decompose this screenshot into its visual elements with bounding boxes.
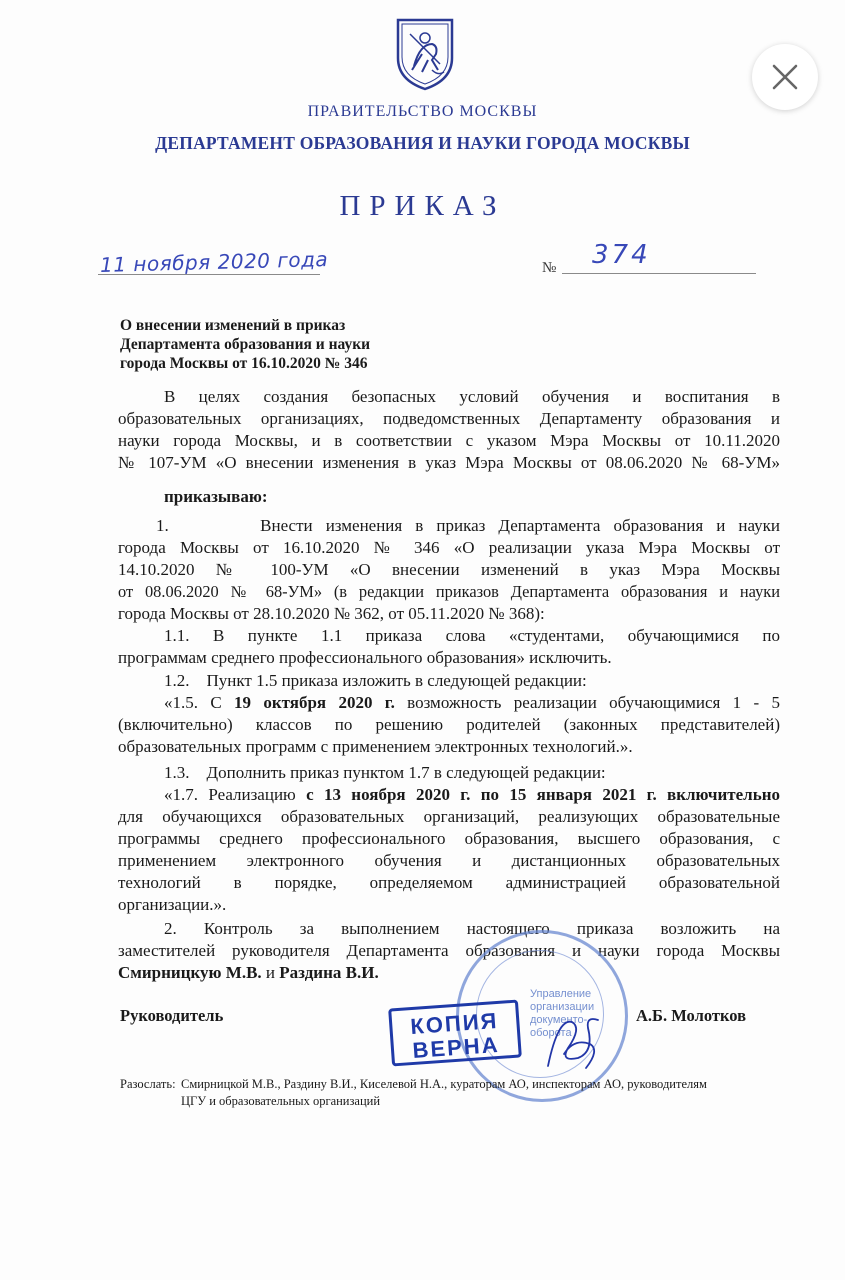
item-1 <box>118 515 780 625</box>
item-1-2: 1.2. Пункт 1.5 приказа изложить в следующей редакции: <box>164 671 587 690</box>
subject-line: города Москвы от 16.10.2020 № 346 <box>120 355 368 372</box>
moscow-coat-of-arms-icon <box>392 14 458 92</box>
handwritten-number: 374 <box>592 240 651 270</box>
item-1-2-quote-line: «1.5. С 19 октября 2020 г. возможность реализации обучающимися 1 - 5 <box>164 693 781 712</box>
item-1-3-quote-line: программы среднего профессионального образования, высшего образования, с <box>118 829 780 848</box>
preamble <box>118 386 780 474</box>
order-word: приказываю: <box>164 487 268 506</box>
item-1-2-quote-line: (включительно) классов по решению родителей (законных представителей) <box>118 715 780 734</box>
department-name: ДЕПАРТАМЕНТ ОБРАЗОВАНИЯ И НАУКИ ГОРОДА МОСКВЫ <box>155 133 690 153</box>
item-1-line: города Москвы от 16.10.2020 № 346 «О реализации указа Мэра Москвы от <box>118 538 780 557</box>
item-1-line: 14.10.2020 № 100-УМ «О внесении изменений в указ Мэра Москвы <box>118 560 780 579</box>
number-sign: № <box>542 260 557 276</box>
item-1-3-quote-line: «1.7. Реализацию с 13 ноября 2020 г. по 15 января 2021 г. включительно <box>164 785 780 804</box>
preamble-line: образовательных организациях, подведомственных Департаменту образования и <box>118 409 780 428</box>
copy-verified-stamp <box>388 1000 522 1067</box>
handwritten-date: 11 ноября 2020 года <box>99 247 329 277</box>
government-name: ПРАВИТЕЛЬСТВО МОСКВЫ <box>307 103 538 120</box>
item-1-1 <box>118 625 780 669</box>
distribution-label: Разослать: <box>120 1077 176 1091</box>
number-underline <box>562 273 756 274</box>
preamble-line: В целях создания безопасных условий обучения и воспитания в <box>164 387 780 406</box>
item-1-2-quote-line: образовательных программ с применением электронных технологий.». <box>118 737 633 756</box>
handwritten-signature <box>538 1008 608 1078</box>
signer-position: Руководитель <box>120 1006 224 1025</box>
close-icon <box>770 62 800 92</box>
item-1-3-quote-line: для обучающихся образовательных организаций, реализующих образовательные <box>118 807 780 826</box>
item-1-3-quote-line: технологий в порядке, определяемом администрацией образовательной <box>118 873 780 892</box>
distribution-recipients <box>181 1076 781 1110</box>
item-2-line: заместителей руководителя Департамента образования и науки города Москвы <box>118 941 780 960</box>
item-1-3-quote <box>118 784 780 916</box>
signer-name: А.Б. Молотков <box>636 1006 747 1025</box>
stamp-line: КОПИЯ <box>409 1007 500 1040</box>
item-2-line: 2. Контроль за выполнением настоящего приказа возложить на <box>164 919 780 938</box>
item-1-line: города Москвы от 28.10.2020 № 362, от 05.11.2020 № 368): <box>118 604 545 623</box>
distribution-line: Смирницкой М.В., Раздину В.И., Киселевой Н.А., кураторам АО, инспекторам АО, руководителям <box>181 1077 707 1091</box>
close-button[interactable] <box>752 44 818 110</box>
preamble-line: науки города Москвы, и в соответствии с указом Мэра Москвы от 10.11.2020 <box>118 431 780 450</box>
item-1-line: 1. Внести изменения в приказ Департамента образования и науки <box>156 516 780 535</box>
item-1-3: 1.3. Дополнить приказ пунктом 1.7 в следующей редакции: <box>164 763 606 782</box>
distribution-line: ЦГУ и образовательных организаций <box>181 1094 381 1108</box>
preamble-line: № 107-УМ «О внесении изменения в указ Мэра Москвы от 08.06.2020 № 68-УМ» <box>118 453 780 472</box>
item-1-1-line: 1.1. В пункте 1.1 приказа слова «студентами, обучающимися по <box>164 626 780 645</box>
document-type: ПРИКАЗ <box>339 190 506 222</box>
subject-line: Департамента образования и науки <box>120 336 371 353</box>
item-2-line: Смирницкую М.В. и Раздина В.И. <box>118 963 379 982</box>
item-1-3-quote-line: применением электронного обучения и дистанционных образовательных <box>118 851 780 870</box>
date-underline <box>98 274 320 275</box>
round-seal-text: Управление организации документо- оборота <box>530 988 595 1039</box>
subject-line: О внесении изменений в приказ <box>120 317 346 334</box>
item-2 <box>118 918 780 984</box>
order-subject <box>120 316 370 373</box>
item-1-1-line: программам среднего профессионального образования» исключить. <box>118 648 612 667</box>
item-1-3-quote-line: организации.». <box>118 895 227 914</box>
item-1-line: от 08.06.2020 № 68-УМ» (в редакции приказов Департамента образования и науки <box>118 582 780 601</box>
item-1-2-quote <box>118 692 780 758</box>
stamp-line: ВЕРНА <box>411 1031 501 1063</box>
